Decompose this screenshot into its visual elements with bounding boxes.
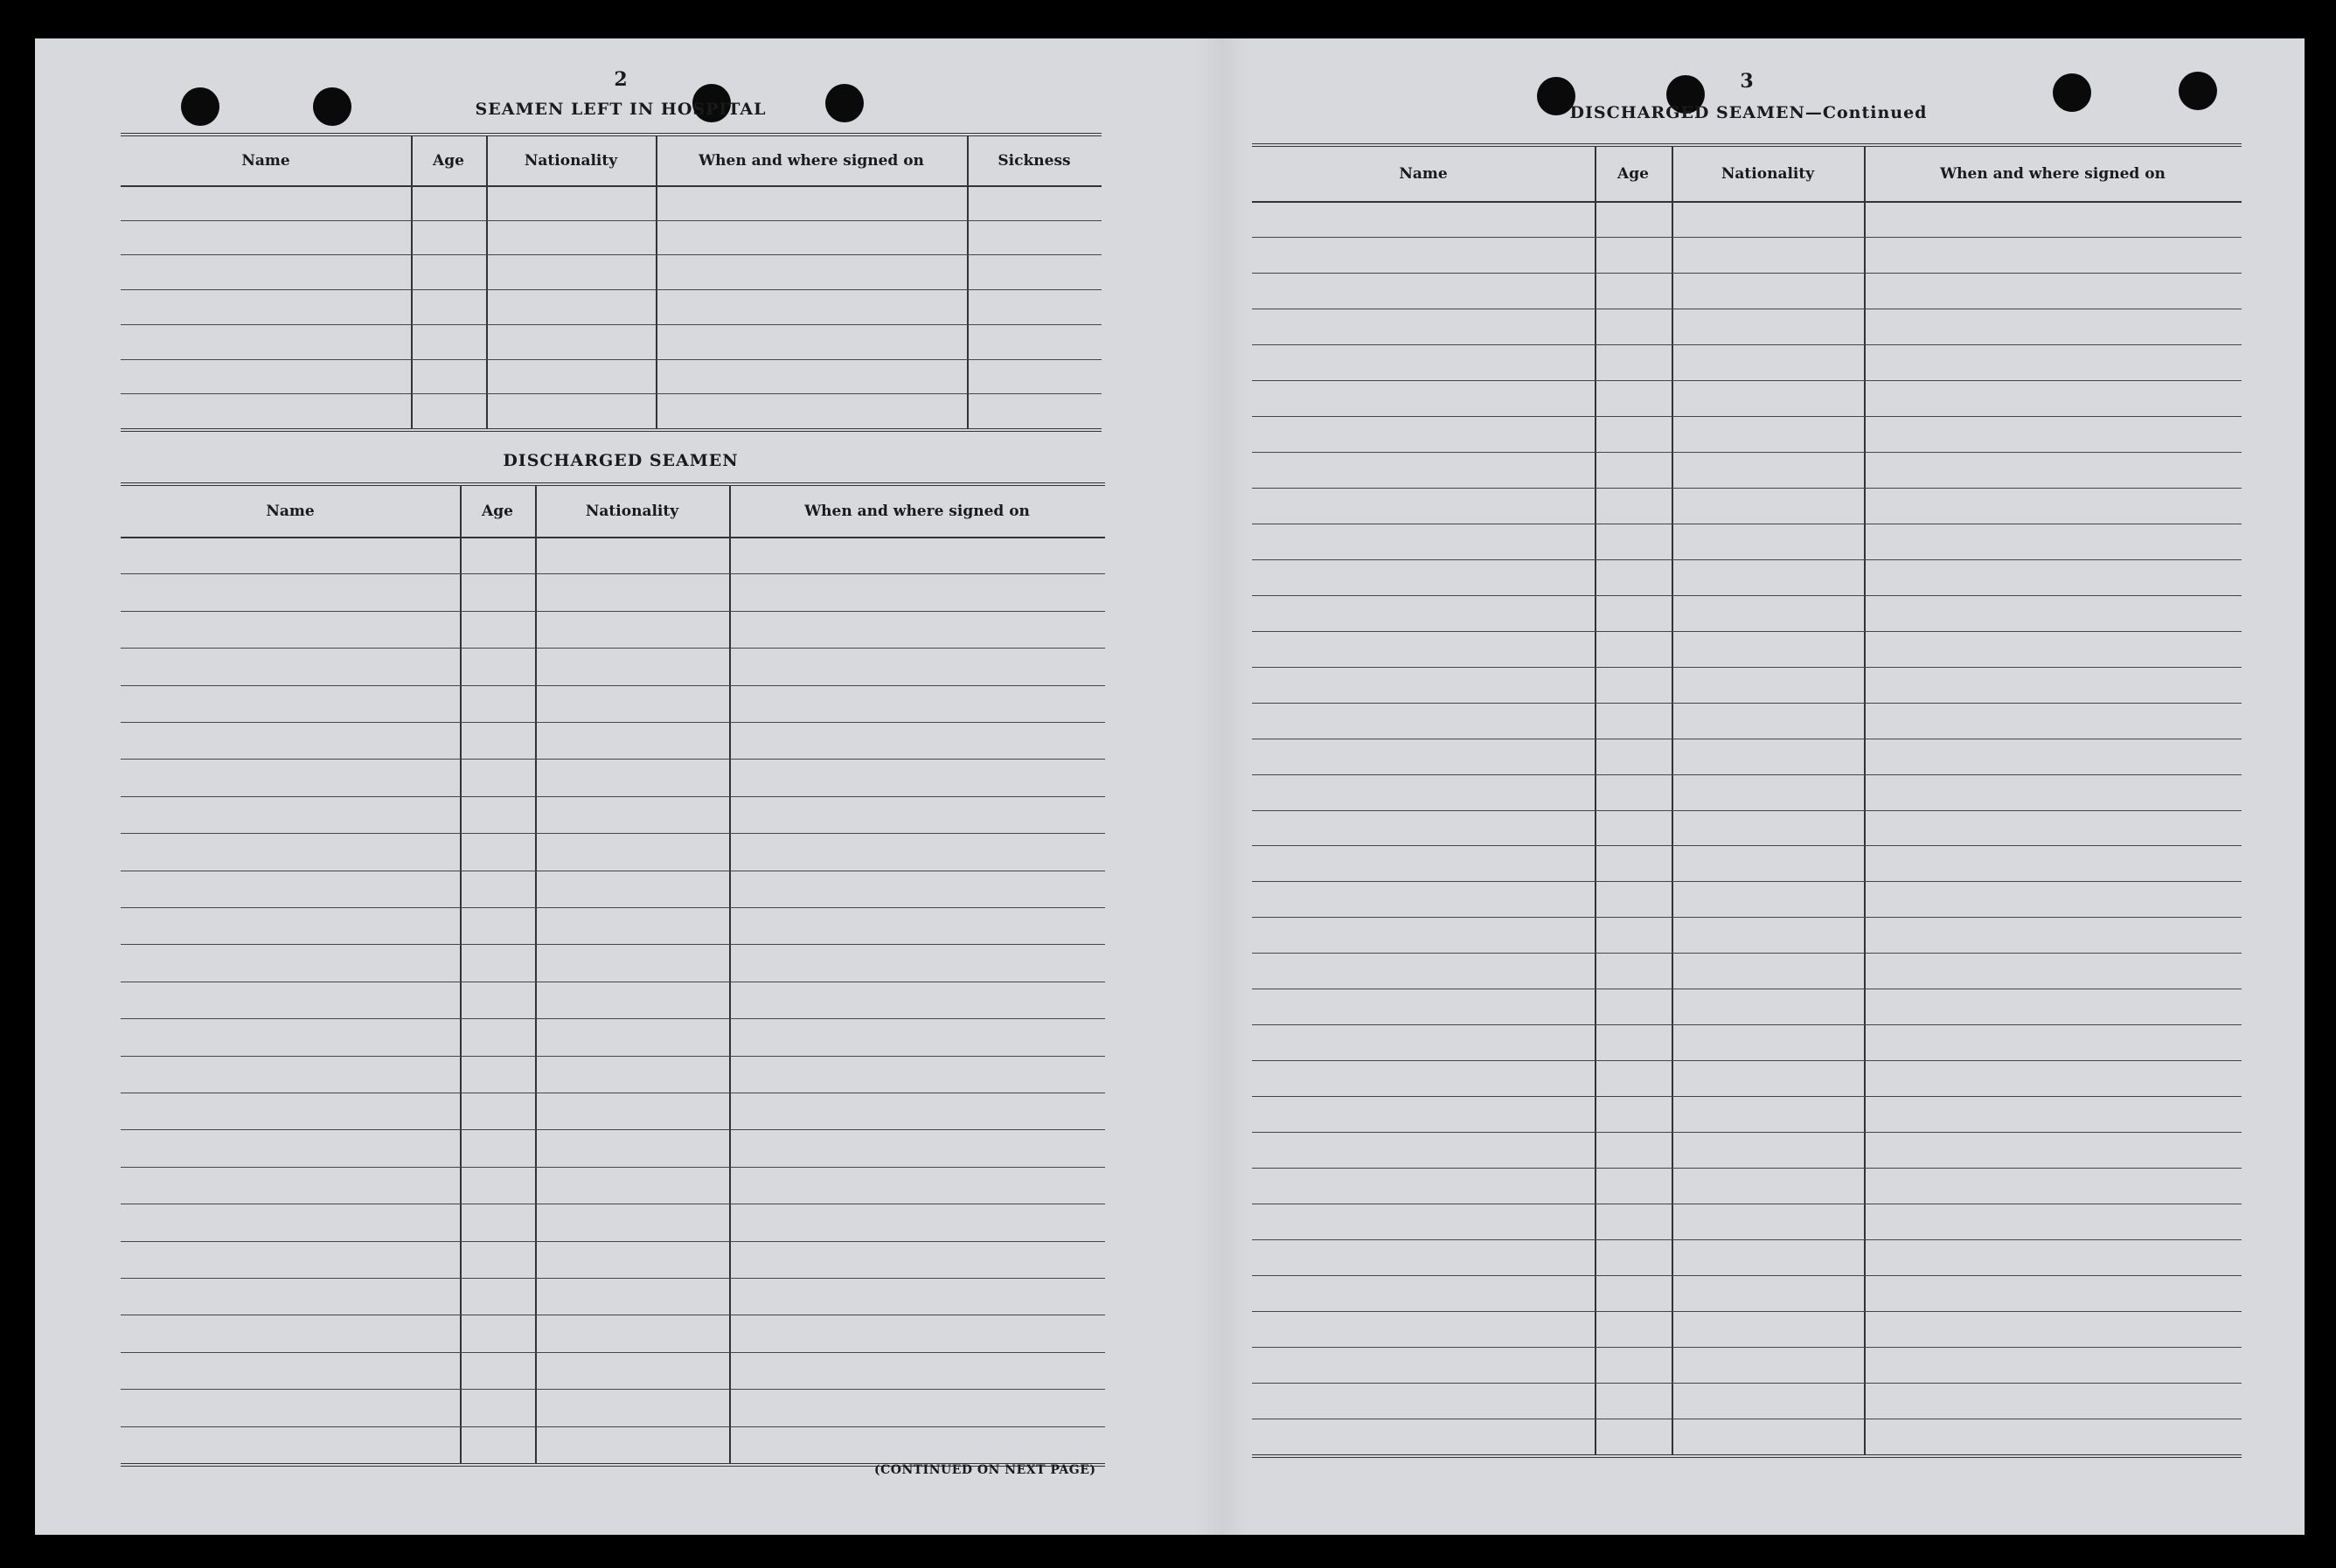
continued-row-line xyxy=(1252,1239,2242,1240)
continued-row-line xyxy=(1252,917,2242,918)
continued-row-line xyxy=(1252,774,2242,775)
continued-row-line xyxy=(1252,631,2242,632)
continued-row-line xyxy=(1252,881,2242,882)
discharged-row-line xyxy=(121,722,1105,723)
hospital-row-line xyxy=(121,359,1102,360)
discharged-row-line xyxy=(121,1352,1105,1353)
continued-row-line xyxy=(1252,810,2242,811)
continued-row-line xyxy=(1252,1132,2242,1133)
hospital-row-line xyxy=(121,324,1102,325)
discharged-row-line xyxy=(121,1426,1105,1427)
continued-row-line xyxy=(1252,667,2242,668)
continued-row-line xyxy=(1252,344,2242,345)
discharged-section-title: DISCHARGED SEAMEN xyxy=(503,451,739,470)
hospital-row-line xyxy=(121,393,1102,394)
continued-row-line xyxy=(1252,380,2242,381)
discharged-continued-table xyxy=(1252,143,2242,1458)
hospital-column-divider xyxy=(967,136,969,428)
continued-column-divider xyxy=(1595,147,1596,1454)
hospital-row-line xyxy=(121,254,1102,255)
continued-row-line xyxy=(1252,703,2242,704)
continued-row-line xyxy=(1252,1168,2242,1169)
continued-row-line xyxy=(1252,559,2242,560)
discharged-row-line xyxy=(121,573,1105,574)
continued-row-line xyxy=(1252,845,2242,846)
hospital-column-divider xyxy=(656,136,657,428)
discharged-column-header: Name xyxy=(266,503,315,520)
discharged-column-divider xyxy=(729,486,731,1463)
hospital-column-header: Age xyxy=(433,152,464,170)
hospital-column-divider xyxy=(486,136,488,428)
discharged-row-line xyxy=(121,907,1105,908)
form-sheet xyxy=(35,38,2305,1535)
continued-header-row xyxy=(1252,147,2242,203)
continued-row-line xyxy=(1252,237,2242,238)
continued-row-line xyxy=(1252,488,2242,489)
continued-column-header: Name xyxy=(1399,165,1448,183)
discharged-row-line xyxy=(121,611,1105,612)
continued-column-header: When and where signed on xyxy=(1940,165,2166,183)
continued-row-line xyxy=(1252,1347,2242,1348)
punch-hole-icon xyxy=(2053,73,2091,112)
continued-row-line xyxy=(1252,1311,2242,1312)
hospital-row-line xyxy=(121,289,1102,290)
discharged-row-line xyxy=(121,1018,1105,1019)
discharged-table xyxy=(121,482,1105,1467)
discharged-column-header: Age xyxy=(482,503,513,520)
continued-column-header: Nationality xyxy=(1721,165,1815,183)
page-number-left: 2 xyxy=(614,68,628,91)
hospital-column-header: Name xyxy=(241,152,290,170)
hospital-section-title: SEAMEN LEFT IN HOSPITAL xyxy=(475,100,767,119)
punch-hole-icon xyxy=(181,87,219,126)
continued-row-line xyxy=(1252,1024,2242,1025)
hospital-row-line xyxy=(121,220,1102,221)
continued-row-line xyxy=(1252,452,2242,453)
hospital-header-row xyxy=(121,136,1102,187)
discharged-row-line xyxy=(121,1278,1105,1279)
discharged-continued-title: DISCHARGED SEAMEN—Continued xyxy=(1569,103,1928,122)
discharged-row-line xyxy=(121,1056,1105,1057)
punch-hole-icon xyxy=(2179,72,2217,110)
continued-row-line xyxy=(1252,953,2242,954)
page-number-right: 3 xyxy=(1740,70,1754,93)
discharged-row-line xyxy=(121,759,1105,760)
discharged-row-line xyxy=(121,1241,1105,1242)
continued-row-line xyxy=(1252,1275,2242,1276)
discharged-column-divider xyxy=(535,486,537,1463)
discharged-column-header: When and where signed on xyxy=(804,503,1030,520)
continued-column-header: Age xyxy=(1617,165,1649,183)
continued-row-line xyxy=(1252,273,2242,274)
discharged-header-row xyxy=(121,486,1105,538)
discharged-column-header: Nationality xyxy=(585,503,679,520)
discharged-row-line xyxy=(121,833,1105,834)
continued-column-divider xyxy=(1864,147,1866,1454)
punch-hole-icon xyxy=(313,87,351,126)
page-gutter xyxy=(1196,38,1248,1535)
hospital-column-header: Sickness xyxy=(998,152,1071,170)
hospital-column-header: Nationality xyxy=(524,152,618,170)
hospital-column-header: When and where signed on xyxy=(699,152,924,170)
discharged-row-line xyxy=(121,1129,1105,1130)
discharged-row-line xyxy=(121,796,1105,797)
continued-row-line xyxy=(1252,1060,2242,1061)
continued-column-divider xyxy=(1672,147,1673,1454)
continued-row-line xyxy=(1252,1383,2242,1384)
continued-row-line xyxy=(1252,1096,2242,1097)
discharged-row-line xyxy=(121,944,1105,945)
discharged-column-divider xyxy=(460,486,462,1463)
discharged-row-line xyxy=(121,648,1105,649)
continued-row-line xyxy=(1252,595,2242,596)
discharged-row-line xyxy=(121,1167,1105,1168)
continued-footer: (CONTINUED ON NEXT PAGE) xyxy=(874,1463,1096,1477)
discharged-row-line xyxy=(121,1389,1105,1390)
discharged-row-line xyxy=(121,685,1105,686)
hospital-table xyxy=(121,133,1102,432)
continued-row-line xyxy=(1252,416,2242,417)
hospital-column-divider xyxy=(411,136,413,428)
